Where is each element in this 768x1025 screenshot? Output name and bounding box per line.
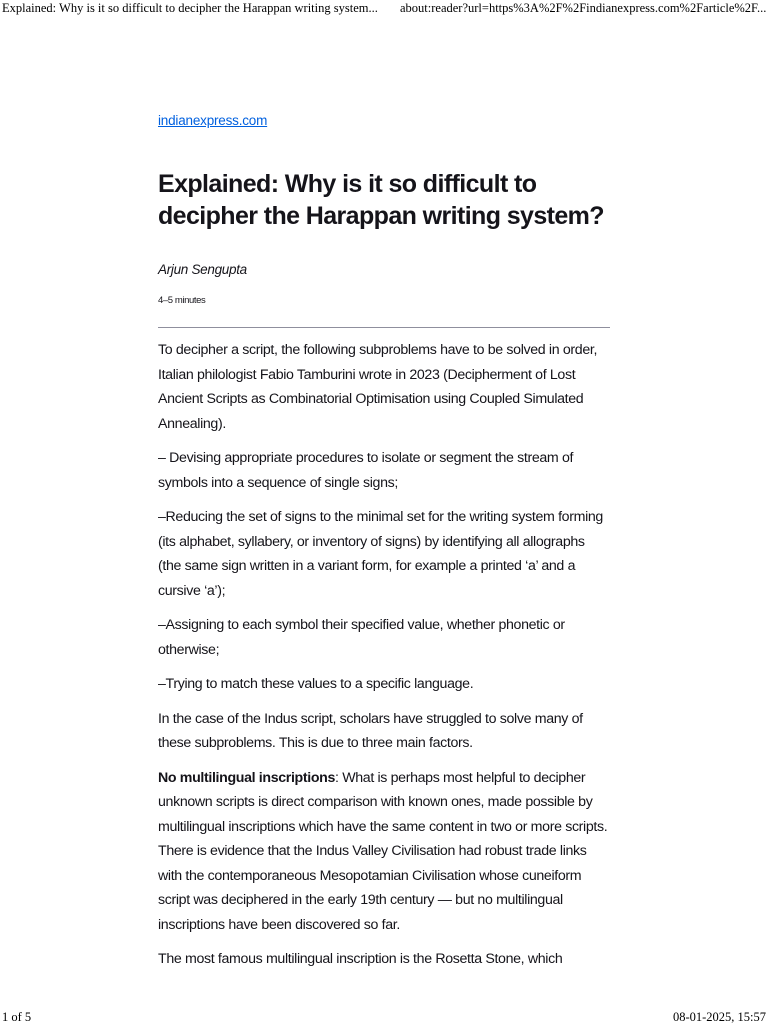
article-paragraph: –Trying to match these values to a specific language.	[158, 676, 474, 692]
article-paragraph: – Devising appropriate procedures to isolate or segment the stream of symbols into a sequence of single signs;	[158, 450, 574, 491]
source-domain-link[interactable]: indianexpress.com	[158, 113, 268, 128]
print-header-title: Explained: Why is it so difficult to decipher the Harappan writing system...	[2, 1, 378, 15]
article-byline: Arjun Sengupta	[158, 262, 247, 277]
reader-view	[158, 112, 610, 982]
article-paragraph: To decipher a script, the following subproblems have to be solved in order, Italian philologist Fabio Tamburini wrote in 2023 (Decipherment of Lost Ancient Scripts as Combinatorial Optimisation using Coupled Simulated Annealing).	[158, 342, 598, 432]
article-paragraph: –Assigning to each symbol their specified value, whether phonetic or otherwise;	[158, 617, 565, 658]
print-footer	[0, 1008, 768, 1024]
article-content	[158, 338, 610, 972]
article-paragraph: –Reducing the set of signs to the minimal set for the writing system forming (its alphabet, syllabery, or inventory of signs) by identifying all allographs (the same sign written in a variant form, for example a printed ‘a’ and a cursive ‘a’);	[158, 509, 603, 599]
header-divider	[158, 327, 610, 328]
print-header	[0, 0, 768, 18]
page-number: 1 of 5	[2, 1010, 32, 1024]
print-header-url: about:reader?url=https%3A%2F%2Findianexpress.com%2Farticle%2F...	[400, 1, 767, 15]
article-paragraph: In the case of the Indus script, scholars have struggled to solve many of these subproblems. This is due to three main factors.	[158, 710, 583, 751]
article-paragraph	[158, 766, 610, 938]
print-datetime: 08-01-2025, 15:57	[672, 1010, 766, 1024]
article-paragraph: The most famous multilingual inscription is the Rosetta Stone, which	[158, 951, 563, 967]
paragraph-text: : What is perhaps most helpful to decipher unknown scripts is direct comparison with known ones, made possible by multilingual inscriptions which have the same content in two or more scripts. There is evidence that the Indus Valley Civilisation had robust trade links with the contemporaneous Mesopotamian Civilisation whose cuneiform script was deciphered in the early 19th century — but no multilingual inscriptions have been discovered so far.	[158, 769, 608, 933]
article-title: Explained: Why is it so difficult to decipher the Harappan writing system?	[158, 170, 604, 230]
section-heading-inline: No multilingual inscriptions	[158, 769, 336, 786]
reading-time: 4–5 minutes	[158, 295, 206, 306]
